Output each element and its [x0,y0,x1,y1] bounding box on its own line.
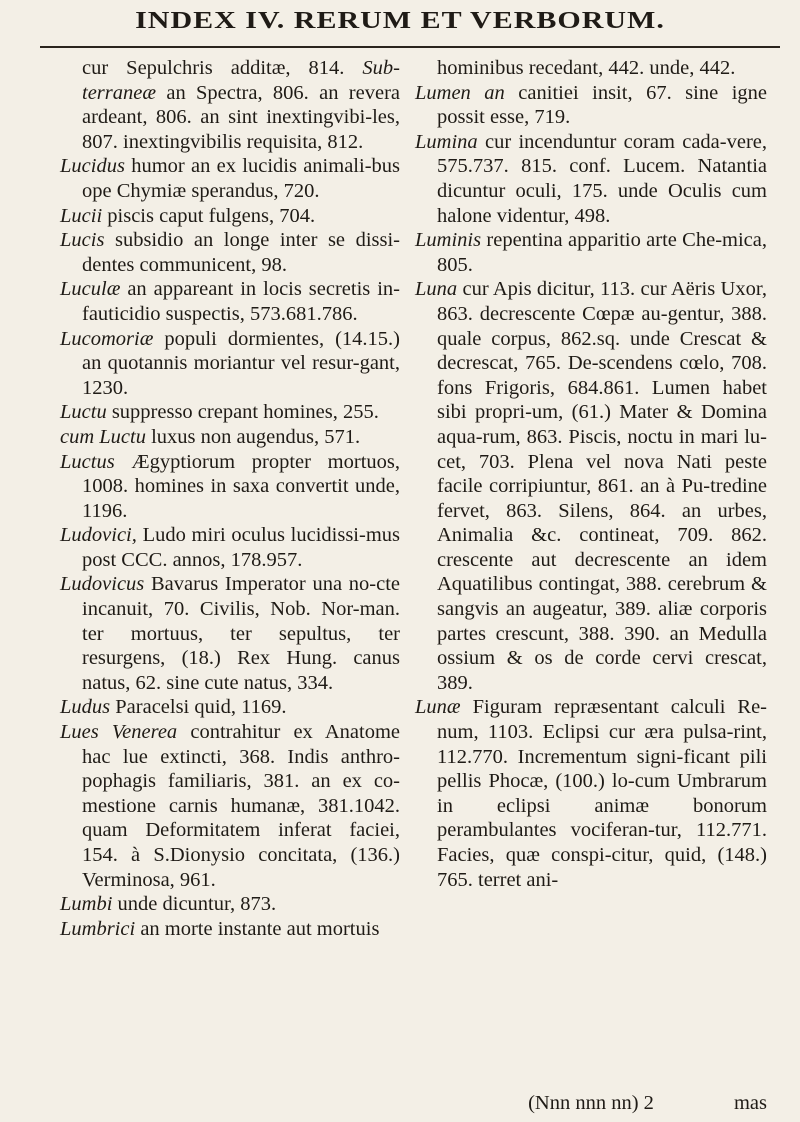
entry-text: hominibus recedant, 442. unde, 442. [437,57,736,79]
entry-keyword: Ludus [60,696,111,719]
entry-text: subsidio an longe inter se dissi-dentes communicent, 98. [82,229,400,276]
entry-keyword: Luculæ [60,278,121,301]
entry-keyword: cum Luctu [60,425,146,448]
index-entry [60,56,400,154]
index-entry [60,425,400,450]
entry-keyword: Luminis [415,229,482,252]
footer-line [415,1092,767,1115]
index-entry [60,277,400,326]
index-entry [60,892,400,917]
entry-keyword: Luctus [60,450,115,473]
entry-text: repentina apparitio arte Che-mica, 805. [437,229,767,276]
index-entry [415,56,767,81]
index-entry [60,204,400,229]
entry-text: Ludo miri oculus lucidissi-mus post CCC. annos, 178.957. [82,524,400,571]
index-entry [60,523,400,572]
left-column [60,56,400,941]
entry-keyword: Lues Venerea [60,721,178,744]
index-entry [60,400,400,425]
index-entry [415,277,767,695]
index-entry [60,695,400,720]
entry-keyword: Lucis [60,229,105,252]
index-entry [60,450,400,524]
entry-text: cur Apis dicitur, 113. cur Aëris Uxor, 863. decrescente Cœpæ au-gentur, 388. quale corpus, 862.sq. unde Crescat & decrescat, 765. De-scendens cœlo, 708. fons Frigoris, 684.861. Lumen habet sibi propri-um, (61.) Mater & Domina aqua-rum, 863. Piscis, noctu in mari lu-cet, 703. Plena vel nova Nati peste facile corripiuntur, 861. an à Pu-tredine fervet, 863. Silens, 864. an urbes, Animalia &c. contineat, 709. 862. crescente aut decrescente an idem Aquatilibus contingat, 388. cerebrum & sangvis an augeatur, 389. aliæ corporis partes crescunt, 388. 390. an Medulla ossium & os de corde cervi crescat, 389. [437,278,767,694]
index-entry [60,327,400,401]
entry-keyword: Luna [415,278,458,301]
header-rule [40,46,780,48]
page-header [80,0,720,52]
entry-text: Figuram repræsentant calculi Re-num, 1103. Eclipsi cur æra pulsa-rint, 112.770. Incrementum signi-ficant pili pellis Phocæ, (100.) lo-cum Umbrarum in eclipsi animæ bonorum perambulantes vociferan-tur, 112.771. Facies, quæ conspi-citur, quid, (148.) 765. terret ani- [437,696,767,891]
entry-text: Ægyptiorum propter mortuos, 1008. homines in saxa convertit unde, 1196. [82,450,400,522]
entry-text: unde dicuntur, 873. [112,893,277,916]
entry-keyword: Lumbrici [60,917,136,940]
entry-keyword: Lucomoriæ [60,327,154,350]
index-entry [60,720,400,892]
index-entry [60,917,400,942]
entry-keyword: Lumina [415,130,478,153]
entry-text: an morte instante aut mortuis [135,917,380,940]
entry-keyword: Lumen an [415,81,505,104]
entry-text: humor an ex lucidis animali-bus ope Chymiæ sperandus, 720. [82,155,400,202]
entry-keyword: Luctu [60,401,107,424]
entry-text: piscis caput fulgens, 704. [102,204,316,227]
signature-mark: (Nnn nnn nn) 2 [528,1092,654,1114]
entry-keyword: Ludovici, [60,524,137,547]
entry-text: Bavarus Imperator una no-cte incanuit, 70. Civilis, Nob. Nor-man. ter mortuus, ter sepultus, ter resurgens, (18.) Rex Hung. canus natus, 62. sine cute natus, 334. [82,573,400,694]
index-entry [60,154,400,203]
entry-keyword: Lucii [60,204,103,227]
entry-text: populi dormientes, (14.15.) an quotannis moriantur vel resur-gant, 1230. [82,327,400,399]
index-entry [60,228,400,277]
index-entry [415,228,767,277]
entry-keyword: Lucidus [60,155,125,178]
catchword: mas [733,1092,767,1114]
entry-text: an appareant in locis secretis in-fauticidio suspectis, 573.681.786. [82,278,400,325]
entry-text: cur Sepulchris additæ, 814. [82,57,363,79]
right-column [415,56,767,892]
entry-text: Paracelsi quid, 1169. [110,696,287,719]
entry-keyword: Ludovicus [60,573,145,596]
index-entry [415,130,767,228]
entry-keyword: Sub-terraneæ [82,57,400,104]
entry-keyword: Lunæ [415,696,461,719]
index-entry [60,572,400,695]
entry-keyword: Lumbi [60,893,113,916]
entry-text: contrahitur ex Anatome hac lue extincti, 368. Indis anthro-pophagis familiaris, 381. an ex co-mestione carnis humanæ, 381.1042. quam Deformitatem inferat faciei, 154. à S.Dionysio concitata, (136.) Verminosa, 961. [82,721,400,891]
entry-text: suppresso crepant homines, 255. [106,401,379,424]
entry-text: cur incenduntur coram cada-vere, 575.737. 815. conf. Lucem. Natantia dicuntur oculi, 175. unde Oculis cum halone videntur, 498. [437,130,767,227]
entry-text: luxus non augendus, 571. [145,425,361,448]
entry-text: canitiei insit, 67. sine igne possit esse, 719. [437,81,767,129]
page-title: INDEX IV. RERUM ET VERBORUM. [135,6,665,34]
index-entry [415,81,767,130]
entry-text: an Spectra, 806. an revera ardeant, 806. an sint inextingvibi-les, 807. inextingvibilis requisita, 812. [82,81,400,153]
index-entry [415,695,767,892]
